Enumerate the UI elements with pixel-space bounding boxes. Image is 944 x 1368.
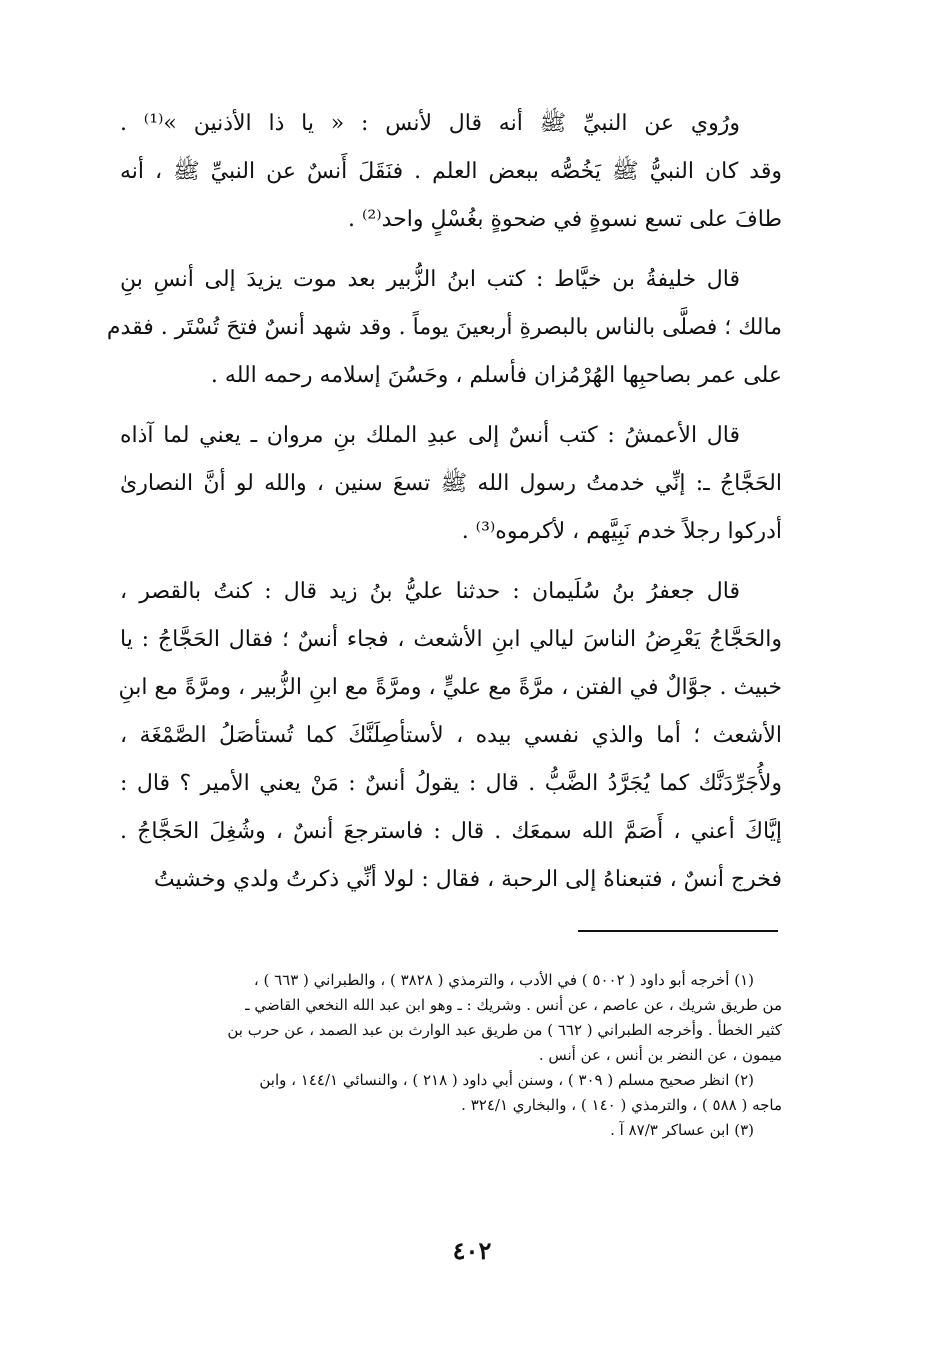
- paragraph-3: [120, 412, 782, 556]
- main-text: [106, 100, 782, 916]
- text-line: قال جعفرُ بنُ سُلَيمان : حدثنا عليُّ بنُ زيد قال : كنتُ بالقصر ،: [120, 579, 740, 604]
- footnote-line: (٢) انظر صحيح مسلم ( ٣٠٩ ) ، وسنن أبي داود ( ٢١٨ ) ، والنسائي ١٤٤/١ ، وابن: [259, 1071, 754, 1089]
- footnote-separator: [578, 930, 778, 932]
- paragraph-1: [120, 100, 782, 244]
- footnote-2: [118, 1068, 782, 1118]
- footnote-line: من طريق شريك ، عن عاصم ، عن أنس . وشريك : ـ وهو ابن عبد الله النخعي القاضي ـ: [245, 996, 782, 1014]
- text-line: أدركوا رجلاً خدم نَبِيَّهم ، لأكرموه⁽³⁾ .: [461, 519, 782, 544]
- footnotes: [118, 968, 782, 1143]
- footnote-line: كثير الخطأ . وأخرجه الطبراني ( ٦٦٢ ) من طريق عبد الوارث بن عبد الصمد ، عن حرب بن: [227, 1021, 782, 1039]
- text-line: الحَجَّاجُ ـ: إنِّي خدمتُ رسول الله ﷺ تسعَ سنين ، والله لو أنَّ النصارىٰ: [120, 471, 782, 496]
- footnote-3: [118, 1118, 782, 1143]
- text-line: قال خليفةُ بن خيَّاط : كتب ابنُ الزُّبير بعد موت يزيدَ إلى أنسِ بنِ: [120, 267, 740, 292]
- text-line: مالك ؛ فصلَّى بالناس بالبصرةِ أربعينَ يوماً . وقد شهد أنسٌ فتحَ تُسْتَر . فقدم: [106, 315, 782, 340]
- text-line: ورُوي عن النبيِّ ﷺ أنه قال لأنس : « يا ذا الأذنين »⁽¹⁾ .: [120, 111, 741, 136]
- footnote-line: ميمون ، عن النضر بن أنس ، عن أنس .: [538, 1046, 782, 1064]
- text-line: فخرج أنسٌ ، فتبعناهُ إلى الرحبة ، فقال : لولا أنِّي ذكرتُ ولدي وخشيتُ: [153, 867, 782, 892]
- paragraph-2: [106, 256, 782, 400]
- footnote-line: (٣) ابن عساكر ٨٧/٣ آ .: [610, 1121, 754, 1139]
- text-line: إيَّاكَ أعني ، أَصَمَّ الله سمعَك . قال : فاسترجعَ أنسٌ ، وشُغِلَ الحَجَّاجُ .: [120, 819, 782, 844]
- text-line: قال الأعمشُ : كتب أنسٌ إلى عبدِ الملك بنِ مروان ـ يعني لما آذاه: [120, 423, 740, 448]
- text-line: خبيث . جوَّالٌ في الفتن ، مرَّةً مع عليٍّ ، ومرَّةً مع ابنِ الزُّبير ، ومرَّةً مع ابنِ: [118, 675, 782, 700]
- paragraph-4: [120, 568, 782, 904]
- text-line: والحَجَّاجُ يَعْرِضُ الناسَ ليالي ابنِ الأشعث ، فجاء أنسٌ ؛ فقال الحَجَّاجُ : يا: [120, 627, 782, 652]
- page-number: ٤٠٢: [452, 1236, 492, 1265]
- footnote-1: [118, 968, 782, 1068]
- text-line: الأشعث ؛ أما والذي نفسي بيده ، لأستأصِلَنَّكَ كما تُستأصَلُ الصَّمْغَة ،: [120, 723, 782, 748]
- footnote-line: (١) أخرجه أبو داود ( ٥٠٠٢ ) في الأدب ، والترمذي ( ٣٨٢٨ ) ، والطبراني ( ٦٦٣ ) ،: [253, 971, 754, 989]
- text-line: وقد كان النبيُّ ﷺ يَخُصُّه ببعض العلم . فنَقَلَ أَنسٌ عن النبيِّ ﷺ ، أنه: [120, 159, 782, 184]
- text-line: طافَ على تسع نسوةٍ في ضحوةٍ بغُسْلٍ واحد⁽²⁾ .: [348, 207, 782, 232]
- text-line: على عمر بصاحبِها الهُرْمُزان فأسلم ، وحَسُنَ إسلامه رحمه الله .: [210, 363, 782, 388]
- footnote-line: ماجه ( ٥٨٨ ) ، والترمذي ( ١٤٠ ) ، والبخاري ٣٢٤/١ .: [461, 1096, 782, 1114]
- text-line: ولأُجَرِّدَنَّك كما يُجَرَّدُ الضَّبُّ . قال : يقولُ أنسٌ : مَنْ يعني الأمير ؟ قال :: [120, 771, 782, 796]
